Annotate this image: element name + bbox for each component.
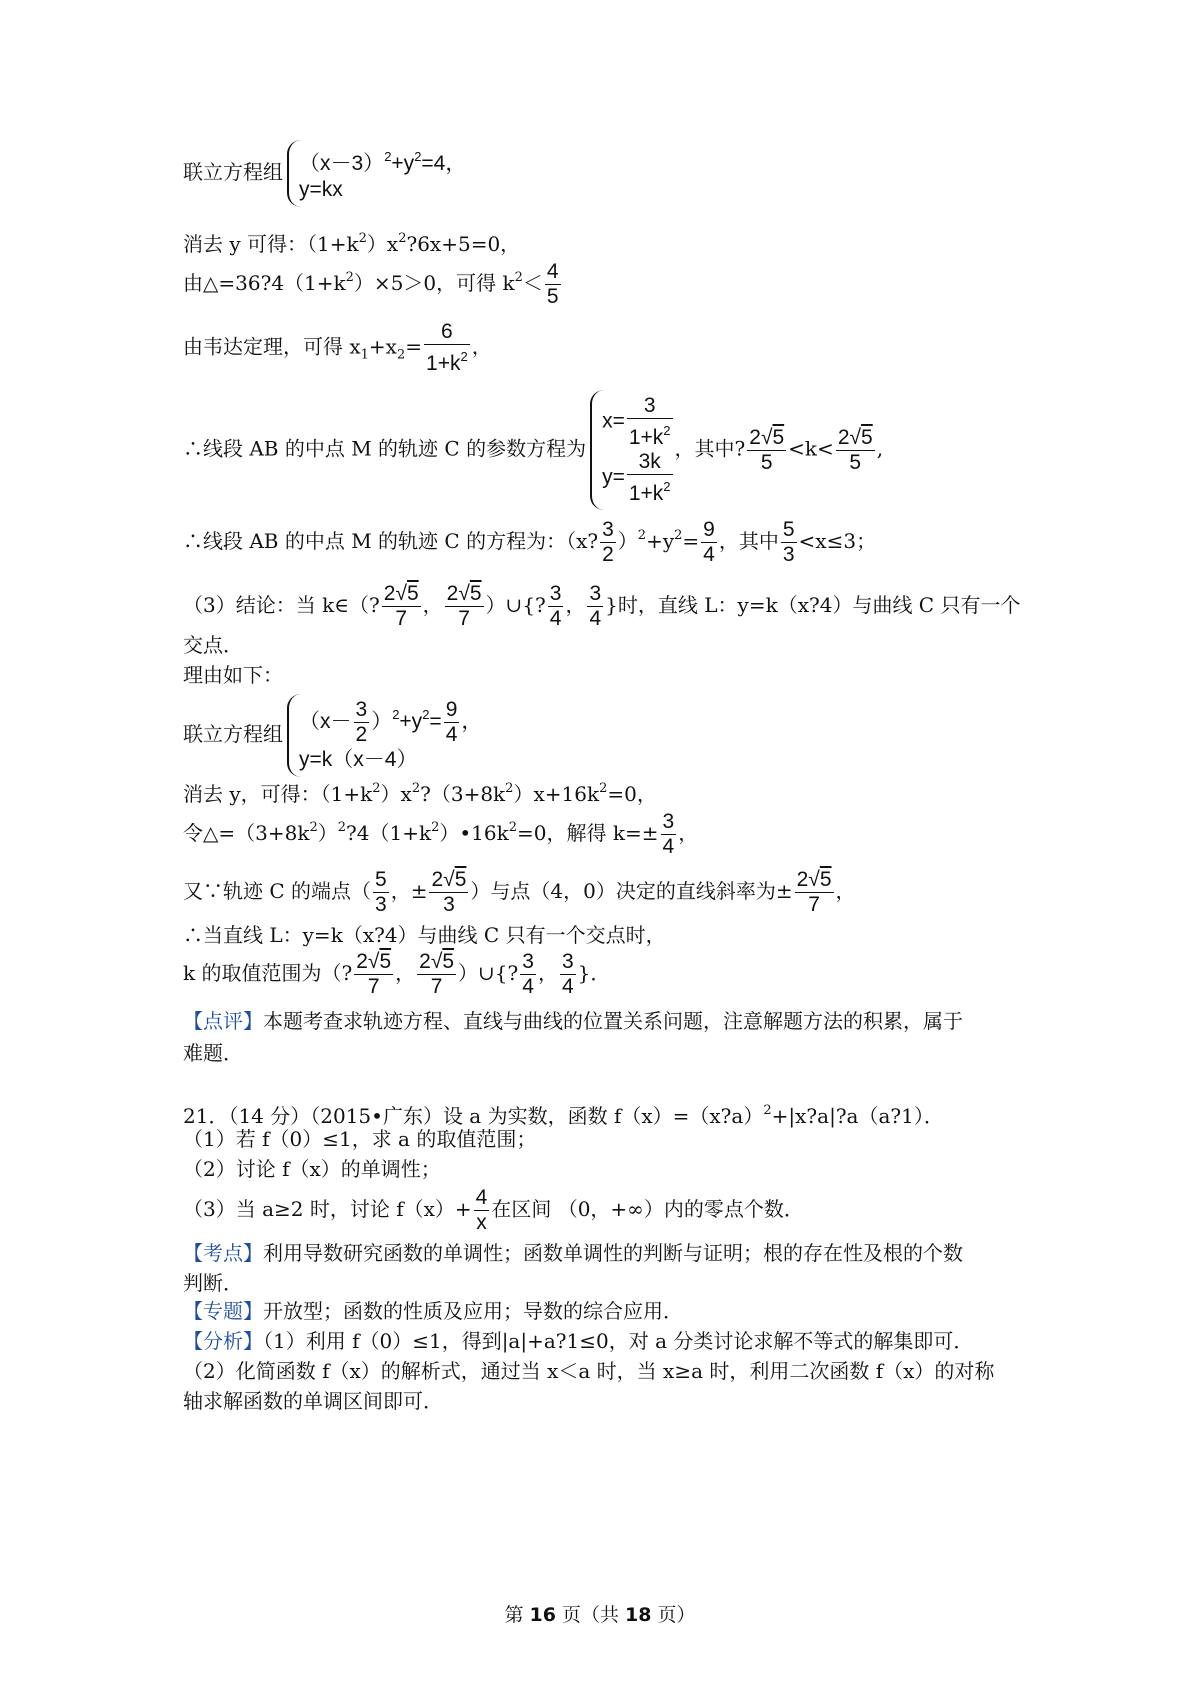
fraction: $\frac{6}{1+k^2}$ (426, 320, 468, 375)
text: 联立方程组 (183, 160, 283, 184)
vieta-line: 由韦达定理，可得 $x_1+x_2=$ $\frac{6}{1+k^2}$ ， (183, 320, 492, 375)
topic-line: 【专题】开放型；函数的性质及应用；导数的综合应用． (183, 1299, 683, 1323)
question-21-title: 21．（14 分）（2015•广东）设 a 为实数，函数 f（x）=（x?a）$^2$+|x?a|?a（a?1）． (183, 1103, 944, 1128)
question-part-1: （1）若 f（0）≤1，求 a 的取值范围； (183, 1127, 537, 1151)
page-number: 16 (529, 1604, 556, 1626)
text-line: 理由如下： (183, 663, 283, 687)
comment-tag: 【点评】 (183, 1009, 263, 1033)
k-range-line: k 的取值范围为（? $\frac{2√5}{7}$ ， $\frac{2√5}{7}$ ）∪{? $\frac{3}{4}$ ， $\frac{3}{4}$ }． (183, 950, 611, 998)
analysis-line: 【分析】（1）利用 f（0）≤1，得到|a|+a?1≤0，对 a 分类讨论求解不等式的解集即可． (183, 1329, 974, 1353)
system-of-equations-1 (183, 140, 466, 207)
fraction: $\frac{4}{5}$ (546, 260, 559, 308)
eliminate-y-line: 消去 y 可得：$(1+k^2)x^2?6x+5=0$， (183, 231, 521, 256)
total-pages: 18 (625, 1604, 652, 1626)
knowledge-tag: 【考点】 (183, 1241, 263, 1265)
analysis-tag: 【分析】 (183, 1329, 263, 1353)
text-line: 判断． (183, 1271, 243, 1295)
text-line: 轴求解函数的单调区间即可． (183, 1389, 443, 1413)
comment-line: 【点评】本题考查求轨迹方程、直线与曲线的位置关系问题，注意解题方法的积累，属于 (183, 1009, 963, 1033)
brace-system: （x－ $\frac{3}{2}$ ）$^2+y^2=$ $\frac{9}{4}$ ， y=k（x－4） (287, 694, 482, 777)
knowledge-point-line: 【考点】利用导数研究函数的单调性；函数单调性的判断与证明；根的存在性及根的个数 (183, 1241, 963, 1265)
text-line: 难题． (183, 1041, 243, 1065)
conclusion-line: （3）结论：当 k∈（? $\frac{2√5}{7}$ ， $\frac{2√5}{7}$ ）∪{? $\frac{3}{4}$ ， $\frac{3}{4}$ }时，直线 L：y=k（x?4）与曲线 C 只有一个 (183, 582, 1021, 630)
endpoint-slope-line: 又∵轨迹 C 的端点（ $\frac{5}{3}$ ，± $\frac{2√5}{3}$ ）与点（4，0）决定的直线斜率为± $\frac{2√5}{7}$ ， (183, 868, 856, 916)
question-part-2: （2）讨论 f（x）的单调性； (183, 1157, 441, 1181)
page-footer: 第 16 页（共 18 页） (504, 1604, 696, 1626)
eliminate-y-line-2: 消去 y，可得：$(1+k^2)x^2?(3+8k^2)x+16k^2=0$， (183, 781, 657, 806)
system-of-equations-2: 联立方程组 （x－ $\frac{3}{2}$ ）$^2+y^2=$ $\frac{9}{4}$ ， y=k（x－4） (183, 694, 482, 777)
text-line: （2）化简函数 f（x）的解析式，通过当 x＜a 时，当 x≥a 时，利用二次函数 f（x）的对称 (183, 1359, 995, 1383)
discriminant-line: 由$\triangle=36?4(1+k^2)\times 5>0$，可得 $k^2<$ $\frac{4}{5}$ (183, 260, 559, 308)
discriminant-line-2: 令$\triangle=(3+8k^2)^2?4(1+k^2)•16k^2=0$，解得 k=± $\frac{3}{4}$ ， (183, 810, 699, 858)
question-part-3: （3）当 a≥2 时，讨论 f（x）+ $\frac{4}{x}$ 在区间 （0，+∞）内的零点个数． (183, 1186, 804, 1234)
text-line: 交点． (183, 633, 243, 657)
parametric-equation-line: ∴线段 AB 的中点 M 的轨迹 C 的参数方程为 x= $\frac{3}{1+k^2}$ y= $\frac{3k}{1+k^2}$ ，其中? $\frac{2√5}{5}$ <k< $\frac{2√5}{5}$ , (183, 390, 883, 510)
trajectory-equation-line: ∴线段 AB 的中点 M 的轨迹 C 的方程为：（x? $\frac{3}{2}$ ）$^2+y^2=$ $\frac{9}{4}$ ，其中 $\frac{5}{3}$ <x≤3； (183, 518, 877, 566)
topic-tag: 【专题】 (183, 1299, 263, 1323)
brace-system: x= $\frac{3}{1+k^2}$ y= $\frac{3k}{1+k^2}$ (590, 390, 674, 510)
text-line: ∴当直线 L：y=k（x?4）与曲线 C 只有一个交点时， (183, 923, 666, 947)
brace-system: $(x-3)^2+y^2=4$， y=kx (287, 140, 466, 207)
